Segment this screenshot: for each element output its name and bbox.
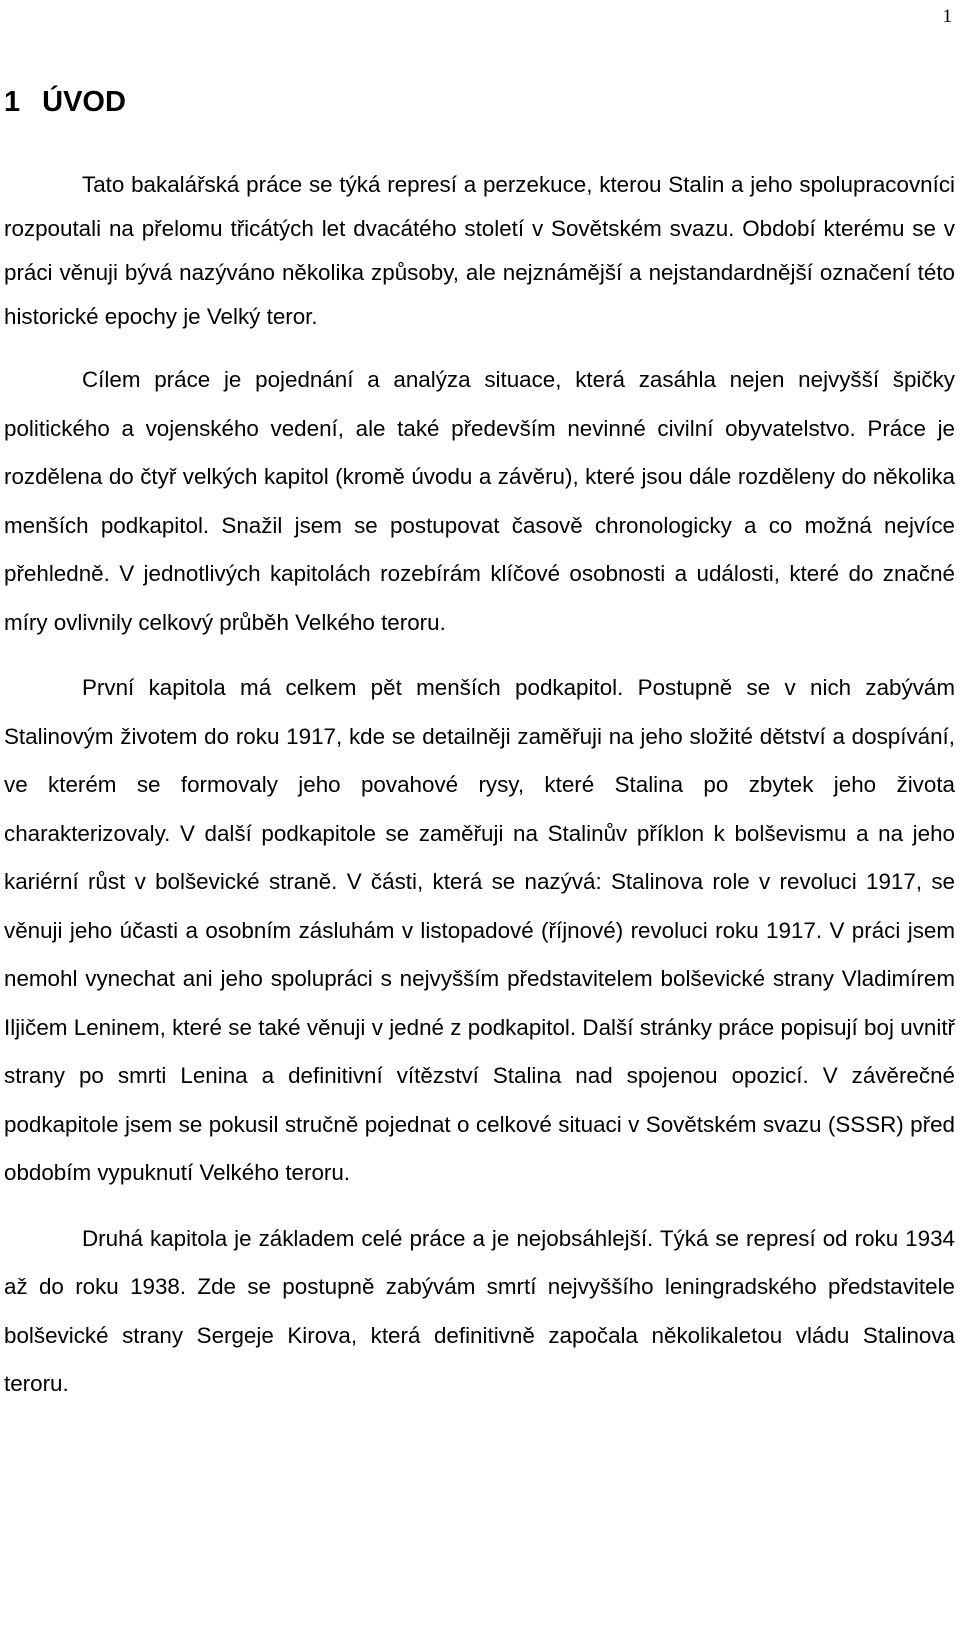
paragraph-4: Druhá kapitola je základem celé práce a je nejobsáhlejší. Týká se represí od roku 1934 až do roku 1938. Zde se postupně zabývám smrtí nejvyššího leningradského představitele bolševické strany Sergeje Kirova, která definitivně započala několikaletou vládu Stalinova teroru. — [4, 1225, 955, 1396]
paragraph-1: Tato bakalářská práce se týká represí a perzekuce, kterou Stalin a jeho spolupracovníci rozpoutali na přelomu třicátých let dvacátého století v Sovětském svazu. Období kterému se v práci věnuji bývá nazýváno několika způsoby, ale nejznámější a nejstandardnější označení této historické epochy je Velký teror. — [4, 172, 955, 329]
body-text — [4, 163, 955, 1409]
page-number: 1 — [942, 6, 952, 27]
chapter-title: ÚVOD — [42, 86, 126, 118]
paragraph-2: Cílem práce je pojednání a analýza situace, která zasáhla nejen nejvyšší špičky politického a vojenského vedení, ale také především nevinné civilní obyvatelstvo. Práce je rozdělena do čtyř velkých kapitol (kromě úvodu a závěru), které jsou dále rozděleny do několika menších podkapitol. Snažil jsem se postupovat časově chronologicky a co možná nejvíce přehledně. V jednotlivých kapitolách rozebírám klíčové osobnosti a události, které do značné míry ovlivnily celkový průběh Velkého teroru. — [4, 367, 955, 635]
chapter-heading — [4, 86, 126, 119]
paragraph-3: První kapitola má celkem pět menších podkapitol. Postupně se v nich zabývám Stalinovým životem do roku 1917, kde se detailněji zaměřuji na jeho složité dětství a dospívání, ve kterém se formovaly jeho povahové rysy, které Stalina po zbytek jeho života charakterizovaly. V další podkapitole se zaměřuji na Stalinův příklon k bolševismu a na jeho kariérní růst v bolševické straně. V části, která se nazývá: Stalinova role v revoluci 1917, se věnuji jeho účasti a osobním zásluhám v listopadové (říjnové) revoluci roku 1917. V práci jsem nemohl vynechat ani jeho spolupráci s nejvyšším představitelem bolševické strany Vladimírem Iljičem Leninem, které se také věnuji v jedné z podkapitol. Další stránky práce popisují boj uvnitř strany po smrti Lenina a definitivní vítězství Stalina nad spojenou opozicí. V závěrečné podkapitole jsem se pokusil stručně pojednat o celkové situaci v Sovětském svazu (SSSR) před obdobím vypuknutí Velkého teroru. — [4, 675, 955, 1185]
chapter-number: 1 — [4, 86, 21, 118]
